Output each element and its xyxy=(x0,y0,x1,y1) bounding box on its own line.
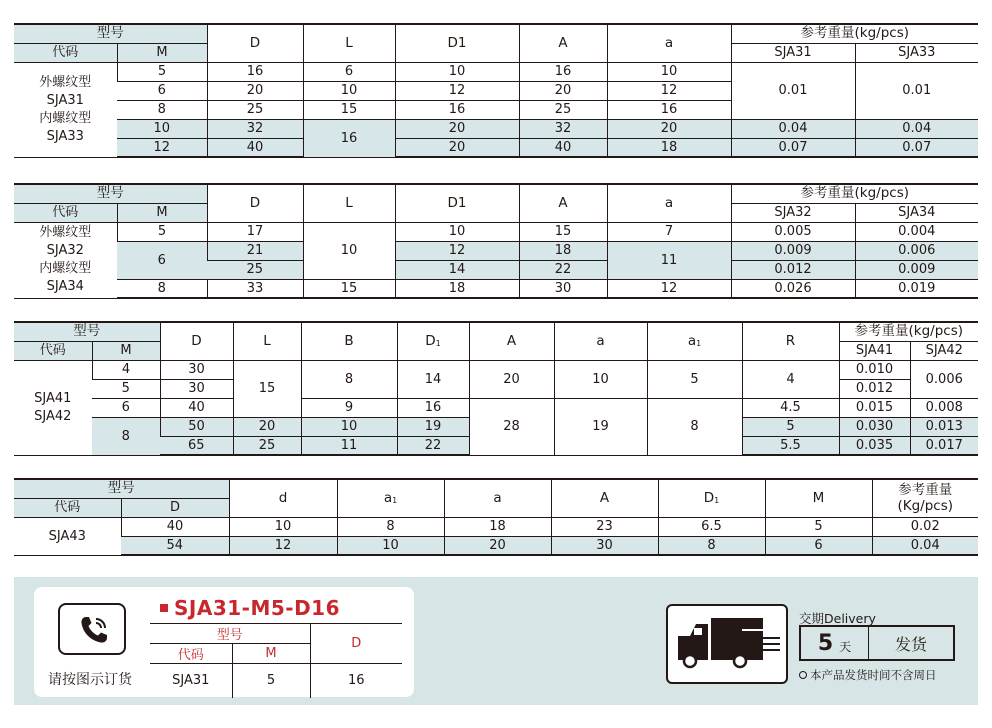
cell: 0.012 xyxy=(731,260,855,279)
cell: 15 xyxy=(233,360,301,417)
cell: 8 xyxy=(117,279,207,298)
header-A: A xyxy=(469,322,554,360)
cell: 14 xyxy=(395,260,519,279)
cell: 40 xyxy=(519,138,607,157)
cell: 0.010 xyxy=(839,360,910,379)
cell: 4 xyxy=(92,360,160,379)
cell: 32 xyxy=(207,119,303,138)
cell: 11 xyxy=(607,241,731,279)
header-L: L xyxy=(303,24,395,62)
order-by-diagram-label: 请按图示订货 xyxy=(48,672,132,688)
cell: 17 xyxy=(207,222,303,241)
cell: 0.01 xyxy=(731,62,855,119)
header-A: A xyxy=(551,479,658,517)
cell: 0.02 xyxy=(872,517,978,536)
cell: 30 xyxy=(519,279,607,298)
mini-header-code: 代码 xyxy=(150,644,232,664)
mini-header-M: M xyxy=(232,644,310,664)
cell: 25 xyxy=(233,436,301,455)
header-D1-main: D xyxy=(425,332,436,349)
header-A: A xyxy=(519,24,607,62)
header-code: 代码 xyxy=(14,341,92,360)
cell: 6 xyxy=(117,241,207,279)
header-ref-weight: 参考重量(kg/pcs) xyxy=(731,24,978,43)
cell: 12 xyxy=(395,241,519,260)
cell: 20 xyxy=(395,119,519,138)
header-ref-weight xyxy=(872,479,978,517)
cell: 12 xyxy=(229,536,337,555)
mini-header-D: D xyxy=(310,624,402,664)
cell: 19 xyxy=(554,398,647,455)
cell: 0.04 xyxy=(872,536,978,555)
header-code: 代码 xyxy=(14,43,117,62)
header-D1-sub: 1 xyxy=(435,338,441,348)
header-w2: SJA42 xyxy=(910,341,978,360)
cell: 10 xyxy=(607,62,731,81)
header-D1 xyxy=(658,479,765,517)
header-D: D xyxy=(207,24,303,62)
cell: 8 xyxy=(301,360,397,398)
mini-value-code: SJA31 xyxy=(172,673,210,689)
cell: 0.006 xyxy=(910,360,978,398)
spec-table-sja32-34 xyxy=(14,183,978,299)
cell: 25 xyxy=(207,100,303,119)
header-model: 型号 xyxy=(14,184,207,203)
order-code-example xyxy=(160,596,340,620)
cell: 65 xyxy=(160,436,233,455)
cell: 30 xyxy=(551,536,658,555)
cell: 0.009 xyxy=(855,260,978,279)
header-model: 型号 xyxy=(14,24,207,43)
header-ref-line2: (Kg/pcs) xyxy=(897,498,954,515)
cell: 5 xyxy=(742,417,839,436)
header-w2: SJA34 xyxy=(855,203,978,222)
cell: 40 xyxy=(207,138,303,157)
delivery-ship-label: 发货 xyxy=(894,634,927,654)
spec-table-sja41-42 xyxy=(14,321,978,456)
header-B: B xyxy=(301,322,397,360)
cell: 15 xyxy=(519,222,607,241)
cell: 5 xyxy=(117,222,207,241)
cell: 30 xyxy=(160,379,233,398)
header-a: a xyxy=(607,184,731,222)
header-model: 型号 xyxy=(14,479,229,498)
cell: 15 xyxy=(303,279,395,298)
delivery-days-unit: 天 xyxy=(839,639,852,654)
header-D: D xyxy=(121,498,229,517)
header-L: L xyxy=(303,184,395,222)
cell: 0.026 xyxy=(731,279,855,298)
cell: 8 xyxy=(647,398,742,455)
cell: 8 xyxy=(117,100,207,119)
header-a1-sub: 1 xyxy=(696,338,702,348)
header-a: a xyxy=(554,322,647,360)
delivery-days-box xyxy=(799,625,955,661)
header-R: R xyxy=(742,322,839,360)
cell: 0.04 xyxy=(855,119,978,138)
cell: 0.013 xyxy=(910,417,978,436)
cell: 20 xyxy=(607,119,731,138)
mini-value-D: 16 xyxy=(310,664,402,698)
cell: 8 xyxy=(92,417,160,455)
cell: 10 xyxy=(303,222,395,279)
bullet-square-icon xyxy=(160,604,168,612)
cell: 0.004 xyxy=(855,222,978,241)
code-line: 内螺纹型 xyxy=(39,110,92,126)
header-M: M xyxy=(765,479,872,517)
cell: 16 xyxy=(395,100,519,119)
code-line: SJA34 xyxy=(46,279,84,294)
code-line: 外螺纹型 xyxy=(39,225,92,240)
delivery-title: 交期Delivery xyxy=(799,611,876,626)
cell: 0.017 xyxy=(910,436,978,455)
header-code: 代码 xyxy=(14,203,117,222)
header-M: M xyxy=(117,203,207,222)
cell: 0.005 xyxy=(731,222,855,241)
cell: 0.04 xyxy=(731,119,855,138)
cell: 18 xyxy=(519,241,607,260)
cell: 6 xyxy=(92,398,160,417)
order-example-table xyxy=(150,623,402,698)
circle-bullet-icon xyxy=(799,671,807,679)
cell: 21 xyxy=(207,241,303,260)
code-cell: SJA43 xyxy=(14,517,121,555)
order-panel xyxy=(14,577,978,705)
cell: 0.009 xyxy=(731,241,855,260)
delivery-days-number: 5 xyxy=(817,630,834,656)
cell: 5 xyxy=(765,517,872,536)
phone-icon xyxy=(77,613,111,647)
cell: 0.07 xyxy=(855,138,978,157)
code-cell xyxy=(14,62,117,157)
cell: 16 xyxy=(207,62,303,81)
header-w1: SJA32 xyxy=(731,203,855,222)
cell: 50 xyxy=(160,417,233,436)
cell: 7 xyxy=(607,222,731,241)
code-cell xyxy=(14,360,92,455)
cell: 16 xyxy=(303,119,395,157)
cell: 0.019 xyxy=(855,279,978,298)
cell: 6 xyxy=(117,81,207,100)
cell: 20 xyxy=(469,360,554,398)
header-w1: SJA41 xyxy=(839,341,910,360)
cell: 19 xyxy=(397,417,469,436)
cell: 4.5 xyxy=(742,398,839,417)
cell: 10 xyxy=(395,62,519,81)
header-model: 型号 xyxy=(14,322,160,341)
cell: 18 xyxy=(444,517,551,536)
cell: 5 xyxy=(92,379,160,398)
cell: 20 xyxy=(444,536,551,555)
cell: 10 xyxy=(303,81,395,100)
spec-table-sja43 xyxy=(14,478,978,556)
header-D1-sub: 1 xyxy=(714,495,720,505)
header-a1 xyxy=(337,479,444,517)
cell: 23 xyxy=(551,517,658,536)
cell: 12 xyxy=(395,81,519,100)
cell: 10 xyxy=(229,517,337,536)
cell: 16 xyxy=(519,62,607,81)
header-L: L xyxy=(233,322,301,360)
spec-table-sja31-33 xyxy=(14,23,978,158)
code-line: SJA31 xyxy=(46,92,84,108)
header-D: D xyxy=(207,184,303,222)
header-a: a xyxy=(444,479,551,517)
cell: 20 xyxy=(233,417,301,436)
cell: 20 xyxy=(395,138,519,157)
cell: 15 xyxy=(303,100,395,119)
cell: 20 xyxy=(519,81,607,100)
cell: 22 xyxy=(397,436,469,455)
header-D1: D1 xyxy=(395,24,519,62)
cell: 28 xyxy=(469,398,554,455)
cell: 0.030 xyxy=(839,417,910,436)
header-M: M xyxy=(92,341,160,360)
cell: 8 xyxy=(337,517,444,536)
delivery-note xyxy=(799,667,937,683)
header-d: d xyxy=(229,479,337,517)
cell: 14 xyxy=(397,360,469,398)
cell: 12 xyxy=(607,279,731,298)
header-a1-main: a xyxy=(383,489,393,506)
cell: 6.5 xyxy=(658,517,765,536)
cell: 0.01 xyxy=(855,62,978,119)
cell: 54 xyxy=(121,536,229,555)
header-ref-weight: 参考重量(kg/pcs) xyxy=(731,184,978,203)
cell: 33 xyxy=(207,279,303,298)
code-line: SJA33 xyxy=(46,128,84,144)
cell: 4 xyxy=(742,360,839,398)
cell: 22 xyxy=(519,260,607,279)
truck-icon xyxy=(674,614,782,676)
cell: 5.5 xyxy=(742,436,839,455)
cell: 0.07 xyxy=(731,138,855,157)
code-line: SJA32 xyxy=(46,243,84,258)
cell: 10 xyxy=(554,360,647,398)
cell: 25 xyxy=(519,100,607,119)
cell: 12 xyxy=(117,138,207,157)
header-w2: SJA33 xyxy=(855,43,978,62)
cell: 10 xyxy=(301,417,397,436)
header-a1-main: a xyxy=(687,332,697,349)
delivery-truck-badge xyxy=(666,604,788,684)
header-D: D xyxy=(160,322,233,360)
cell: 10 xyxy=(337,536,444,555)
mini-value-M: 5 xyxy=(232,664,310,698)
cell: 25 xyxy=(207,260,303,279)
cell: 0.035 xyxy=(839,436,910,455)
cell: 0.008 xyxy=(910,398,978,417)
header-ref-line1: 参考重量 xyxy=(898,482,953,499)
phone-order-badge xyxy=(58,603,126,655)
header-a: a xyxy=(607,24,731,62)
cell: 20 xyxy=(207,81,303,100)
header-a1-sub: 1 xyxy=(392,495,398,505)
order-code-text: SJA31-M5-D16 xyxy=(174,596,341,620)
cell: 6 xyxy=(765,536,872,555)
delivery-note-text: 本产品发货时间不含周日 xyxy=(810,668,937,682)
cell: 5 xyxy=(117,62,207,81)
cell: 8 xyxy=(658,536,765,555)
cell: 6 xyxy=(303,62,395,81)
cell: 9 xyxy=(301,398,397,417)
code-cell xyxy=(14,222,117,298)
code-line: SJA41 xyxy=(34,390,72,406)
cell: 18 xyxy=(395,279,519,298)
code-line: 内螺纹型 xyxy=(39,261,92,276)
delivery-days xyxy=(801,627,869,659)
cell: 10 xyxy=(395,222,519,241)
cell: 30 xyxy=(160,360,233,379)
cell: 18 xyxy=(607,138,731,157)
cell: 40 xyxy=(160,398,233,417)
code-line: SJA42 xyxy=(34,408,72,424)
header-a1 xyxy=(647,322,742,360)
header-D1-main: D xyxy=(703,489,715,506)
cell: 10 xyxy=(117,119,207,138)
cell: 32 xyxy=(519,119,607,138)
header-code: 代码 xyxy=(14,498,121,517)
code-line: 外螺纹型 xyxy=(39,74,92,90)
header-M: M xyxy=(117,43,207,62)
order-example-card xyxy=(34,587,414,697)
cell: 16 xyxy=(607,100,731,119)
cell: 16 xyxy=(397,398,469,417)
cell: 11 xyxy=(301,436,397,455)
cell: 40 xyxy=(121,517,229,536)
cell: 5 xyxy=(647,360,742,398)
header-D1 xyxy=(397,322,469,360)
cell: 0.012 xyxy=(839,379,910,398)
header-D1: D1 xyxy=(395,184,519,222)
mini-header-model: 型号 xyxy=(150,624,310,644)
cell: 0.015 xyxy=(839,398,910,417)
header-w1: SJA31 xyxy=(731,43,855,62)
header-A: A xyxy=(519,184,607,222)
cell: 12 xyxy=(607,81,731,100)
header-ref-weight: 参考重量(kg/pcs) xyxy=(839,322,978,341)
cell: 0.006 xyxy=(855,241,978,260)
